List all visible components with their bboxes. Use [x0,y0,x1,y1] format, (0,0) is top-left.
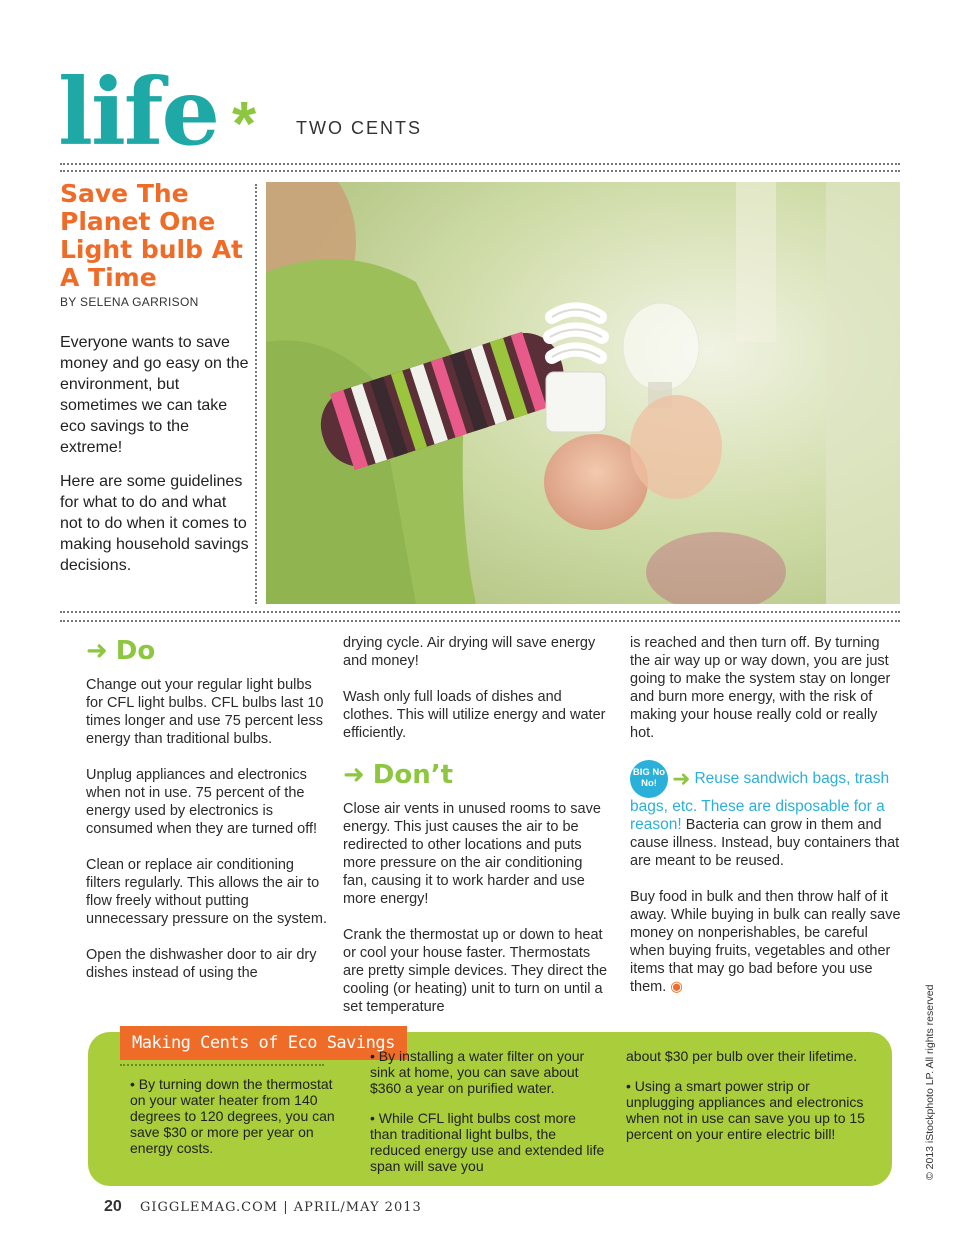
do-tip-3: Clean or replace air conditioning filters regularly. This allows the air to flow freely without putting unnecessary pressure on the system. [86,857,327,927]
sidebar-divider [255,184,257,604]
savings-tip-2: • By installing a water filter on your sink at home, you can save about $360 a year on purified water. [370,1048,585,1096]
section-title: life [58,58,219,166]
savings-tip-1: • By turning down the thermostat on your water heater from 140 degrees to 120 degrees, you can save $30 or more per year on energy costs. [130,1076,335,1156]
asterisk-icon: * [232,90,257,159]
column-2 [343,634,609,1034]
savings-box-title: Making Cents of Eco Savings [120,1026,407,1060]
intro-paragraph-2: Here are some guidelines for what to do and what not to do when it comes to making household savings decisions. [60,473,249,574]
photo-divider [60,611,900,613]
photo-illustration [266,182,900,604]
column-3 [630,634,902,1014]
article-headline: Save The Planet One Light bulb At A Time [60,179,244,292]
do-heading: ➜ Do [86,636,156,666]
do-tip-5: Wash only full loads of dishes and clothes. This will utilize energy and water efficiently. [343,689,606,741]
photo-divider-2 [60,620,900,622]
do-tip-4: Open the dishwasher door to air dry dishes instead of using the [86,947,317,981]
savings-col-3 [626,1048,866,1156]
do-tip-4-cont: drying cycle. Air drying will save energy and money! [343,635,596,669]
savings-tip-3: • While CFL light bulbs cost more than traditional light bulbs, the reduced energy use and extended life span will save you [370,1110,605,1174]
savings-title-underline [120,1064,324,1066]
big-no-badge: BIG No No! [630,760,668,798]
savings-tip-4: • Using a smart power strip or unplugging appliances and electronics when not in use can save you up to 15 percent on your entire electric bill! [626,1078,865,1142]
section-kicker: TWO CENTS [296,118,422,138]
end-mark-icon: ◉ [670,979,683,995]
hero-photo [266,182,900,604]
page-number: 20 [104,1198,122,1215]
byline: BY SELENA GARRISON [60,295,199,309]
savings-col-1 [130,1076,345,1170]
big-no-tip-2: Buy food in bulk and then throw half of it away. While buying in bulk can really save money on nonperishables, be careful when buying fruits, vegetables and other items that may go bad before you use them. ◉ [630,889,901,995]
savings-col-2 [370,1048,605,1188]
dont-tip-2-cont: is reached and then turn off. By turning the air way up or way down, you are just going to make the system stay on longer and burn more energy, with the risk of making your house really cold or really hot. [630,635,891,741]
do-tip-1: Change out your regular light bulbs for CFL light bulbs. CFL bulbs last 10 times longer and use 75 percent less energy than traditional bulbs. [86,677,324,747]
photo-credit: © 2013 iStockphoto LP. All rights reserved [924,984,936,1180]
intro-paragraph-1: Everyone wants to save money and go easy on the environment, but sometimes we can take eco savings to the extreme! [60,334,249,456]
do-tip-2: Unplug appliances and electronics when not in use. 75 percent of the energy used by electronics is consumed when they are turned off! [86,767,318,837]
header-divider-2 [60,170,900,172]
big-no-text: Bacteria can grow in them and cause illness. Instead, buy containers that are meant to be reused. [630,817,900,869]
big-no-highlight: Reuse sandwich bags, trash bags, etc. These are disposable for a reason! [630,769,890,833]
arrow-right-icon: ➜ [672,766,691,791]
site-issue: GIGGLEMAG.COM | APRIL/MAY 2013 [140,1200,422,1215]
arrow-right-icon: ➜ [343,760,365,790]
dont-tip-1: Close air vents in unused rooms to save energy. This just causes the air to be redirected to other locations and puts more pressure on the air conditioning fan, causing it to work harder and use more energy! [343,801,601,907]
savings-tip-3-cont: about $30 per bulb over their lifetime. [626,1048,858,1064]
arrow-right-icon: ➜ [86,636,108,666]
big-no-tip [630,760,902,870]
column-1 [86,636,330,1000]
dont-heading: ➜ Don’t [343,760,454,790]
dont-tip-2: Crank the thermostat up or down to heat or cool your house faster. Thermostats are pretty simple devices. They direct the cooling (or heating) unit to turn on until a set temperature [343,927,608,1015]
header-divider [60,163,900,165]
